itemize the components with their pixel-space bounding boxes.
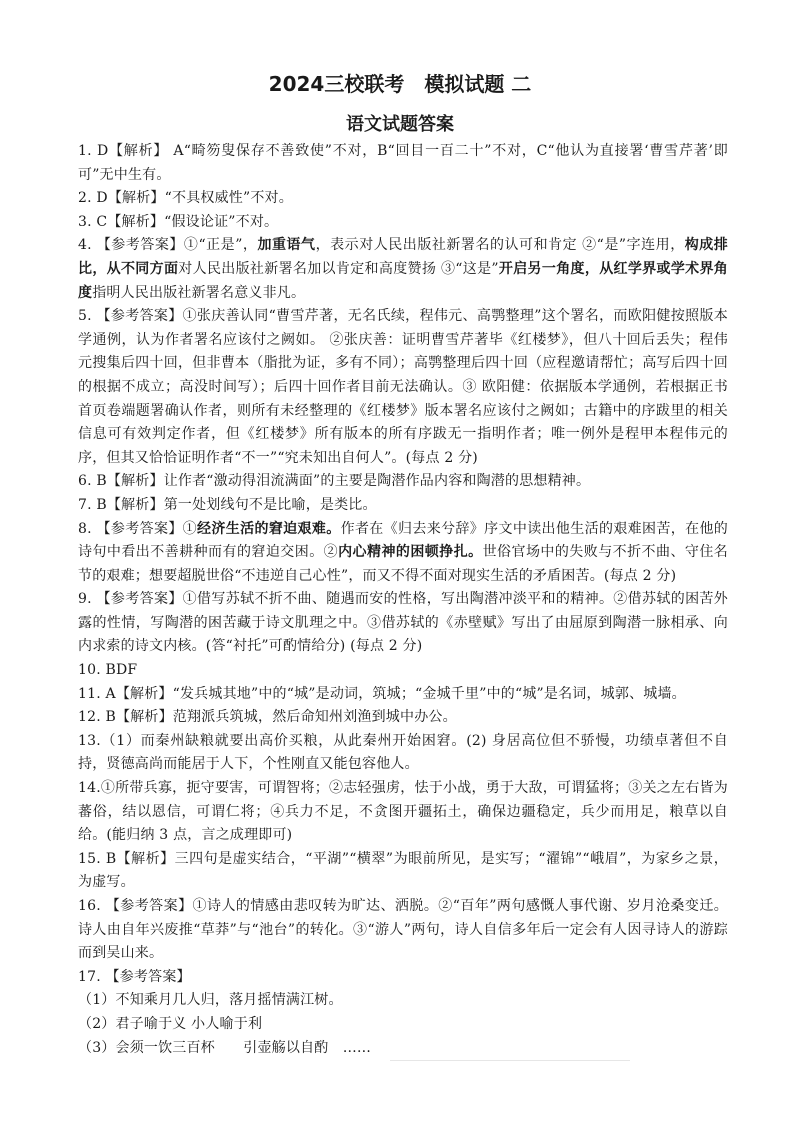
- answer-item: [78, 706, 728, 730]
- answer-text: 16. 【参考答案】①诗人的情感由悲叹转为旷达、洒脱。②“百年”两句感慨人事代谢、岁月沧桑变迁。诗人由自年兴废推“草莽”与“池台”的转化。③“游人”两句，诗人自信多年后一定会有人因寻诗人的游踪而到吴山来。: [78, 898, 728, 962]
- answer-key-phrase: 开启另一角度，从红学界或学术界角度: [78, 260, 729, 301]
- answer-key-phrase: 加重语气: [257, 237, 316, 254]
- answer-item: [78, 140, 728, 187]
- answer-item: [78, 966, 728, 990]
- answer-text: （1）不知乘月几人归，落月摇情满江树。: [78, 992, 343, 1009]
- answer-text: 2. D【解析】“不具权威性”不对。: [78, 190, 293, 207]
- answer-item: [78, 211, 728, 235]
- answer-text: 世俗官场中的失败与不折不曲、守住名节的艰难；想要超脱世俗“不违逆自己心性”，而又不得不面对现实生活的矛盾困苦。(每点 2 分): [78, 544, 728, 584]
- answer-key-phrase: 构成排比，从不同方面: [78, 237, 728, 277]
- answer-text: 8. 【参考答案】①: [78, 520, 198, 537]
- answer-text: 17. 【参考答案】: [78, 968, 191, 985]
- answer-text: 14.①所带兵寡，扼守要害，可谓智将；②志轻强虏，怯于小战，勇于大敌，可谓猛将；③关之左右皆为蕃俗，结以恩信，可谓仁将；④兵力不足，不贪图开疆拓土，确保边疆稳定，兵少而用足，粮草以自给。(能归纳 3 点，言之成理即可): [78, 780, 728, 844]
- answer-item: [78, 1037, 728, 1061]
- answer-text: 9. 【参考答案】①借写苏轼不折不曲、随遇而安的性格，写出陶潜冲淡平和的精神。②借苏轼的困苦外露的性情，写陶潜的困苦藏于诗文肌理之中。③借苏轼的《赤壁赋》写出了由屈原到陶潜一脉相承、向内求索的诗文内核。(答“衬托”可酌情给分) (每点 2 分): [78, 591, 728, 655]
- page-subtitle: 语文试题答案: [346, 114, 454, 135]
- answer-item: [78, 848, 728, 895]
- answer-item: [78, 777, 728, 848]
- answer-text: 1. D【解析】 A“畸笏叟保存不善致使”不对，B“回目一百二十”不对，C“他认为直接署‘曹雪芹著’即可”无中生有。: [78, 143, 728, 183]
- answer-key-phrase: 内心精神的困顿挣扎。: [338, 544, 483, 561]
- answer-item: [78, 234, 728, 305]
- answer-item: [78, 1013, 728, 1037]
- answer-item: [78, 187, 728, 211]
- answer-item: [78, 305, 728, 470]
- answer-key-phrase: 经济生活的窘迫艰难。: [197, 520, 341, 537]
- answer-text: 6. B【解析】让作者“激动得泪流满面”的主要是陶潜作品内容和陶潜的思想精神。: [78, 473, 591, 490]
- answer-text: 10. BDF: [78, 662, 138, 679]
- answer-text: 11. A【解析】“发兵城其地”中的“城”是动词，筑城；“金城千里”中的“城”是名词，城郭、城墙。: [78, 685, 686, 702]
- answer-item: [78, 683, 728, 707]
- answer-text: 13.（1）而秦州缺粮就要出高价买粮，从此秦州开始困窘。(2) 身居高位但不骄慢，功绩卓著但不自持，贤德高尚而能居于人下，个性刚直又能包容他人。: [78, 732, 728, 773]
- answer-text: 15. B【解析】三四句是虚实结合，“平湖”“横翠”为眼前所见，是实写；“濯锦”“峨眉”，为家乡之景，为虚写。: [78, 850, 728, 891]
- answer-text: 3. C【解析】“假设论证”不对。: [78, 213, 279, 230]
- page-title: 2024三校联考 模拟试题 二: [268, 72, 532, 96]
- answer-list: [78, 140, 728, 1060]
- answer-text: 作者在《归去来兮辞》序文中读出他生活的艰难困苦，在他的诗句中看出不善耕种而有的窘迫交困。②: [78, 520, 728, 561]
- answer-text: 7. B【解析】第一处划线句不是比喻，是类比。: [78, 496, 377, 513]
- answer-text: （3）会须一饮三百杯 引壶觞以自酌 ……: [78, 1039, 372, 1056]
- answer-text: 对人民出版社新署名加以肯定和高度赞扬 ③“这是”: [178, 260, 499, 277]
- answer-text: 指明人民出版社新署名意义非凡。: [92, 284, 306, 301]
- answer-item: [78, 518, 728, 589]
- faint-rule: [390, 1060, 630, 1061]
- answer-item: [78, 659, 728, 683]
- answer-text: （2）君子喻于义 小人喻于利: [78, 1015, 263, 1032]
- answer-text: 12. B【解析】范翔派兵筑城，然后命知州刘渔到城中办公。: [78, 709, 457, 726]
- answer-text: 5. 【参考答案】①张庆善认同“曹雪芹著，无名氏续，程伟元、高鹗整理”这个署名，而欧阳健按照版本学通例，认为作者署名应该付之阙如。 ②张庆善：证明曹雪芹著毕《红楼梦》，但八十回后丢失；程伟元搜集后四十回，但非曹本（脂批为证，多有不同）；高鹗整理后四十回（应程邀请帮忙；高写后四十回的根据不成立；高没时间写）；后四十回作者目前无法确认。③ 欧阳健：依据版本学通例，若根据正书首页卷端题署确认作者，则所有未经整理的《红楼梦》版本署名应该付之阙如；古籍中的序跋里的相关信息可有效判定作者，但《红楼梦》所有版本的所有序跋无一指明作者；唯一例外是程甲本程伟元的序，但其又恰恰证明作者“不一”“究未知出自何人”。(每点 2 分): [78, 308, 728, 466]
- answer-item: [78, 989, 728, 1013]
- answer-item: [78, 588, 728, 659]
- answer-item: [78, 494, 728, 518]
- answer-item: [78, 730, 728, 777]
- answer-text: ，表示对人民出版社新署名的认可和肯定 ②“是”字连用，: [315, 237, 685, 254]
- answer-item: [78, 470, 728, 494]
- answer-text: 4. 【参考答案】①“正是”，: [78, 237, 258, 254]
- answer-item: [78, 895, 728, 966]
